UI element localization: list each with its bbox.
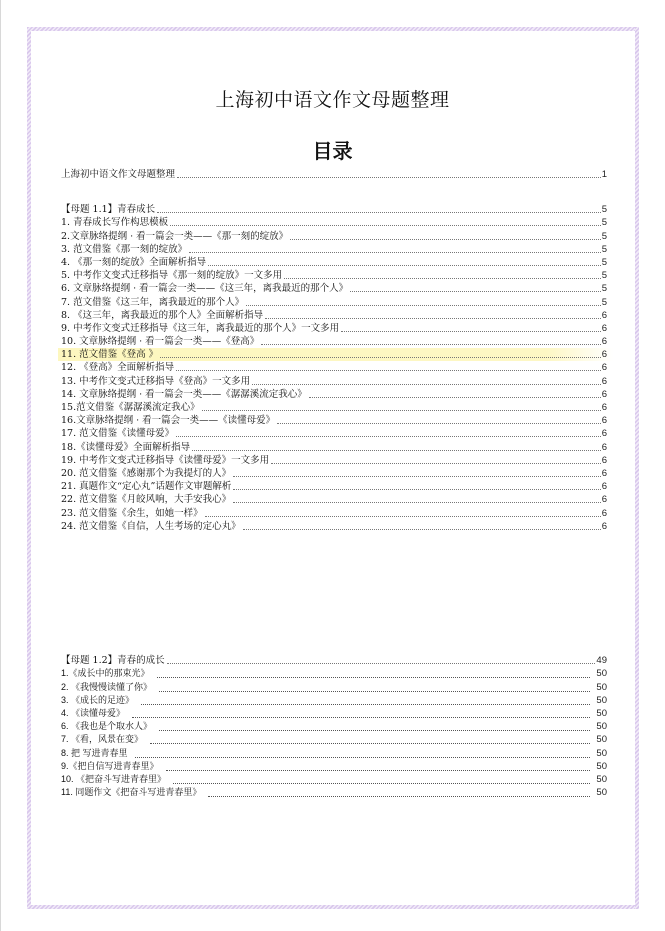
toc-page-number: 6 (601, 481, 607, 493)
dot-leader (173, 780, 590, 784)
dot-leader (246, 302, 601, 306)
toc-entry-label: 20. 范文借鉴《感谢那个为我提灯的人》 (61, 467, 232, 479)
toc-page-number: 6 (601, 467, 607, 479)
dot-leader (233, 486, 600, 490)
toc-page-number: 50 (596, 760, 607, 772)
toc-page-number: 1 (601, 169, 607, 181)
toc-entry[interactable] (61, 361, 607, 374)
dot-leader (135, 754, 591, 758)
toc-entry[interactable] (61, 282, 607, 295)
toc-entry-label: 17. 范文借鉴《读懂母爱》 (61, 428, 175, 440)
toc-page-number: 5 (601, 243, 607, 255)
toc-page-number: 6 (601, 441, 607, 453)
toc-entry-label: 9.《把自信写进青春里》 (61, 760, 159, 771)
toc-entry[interactable] (61, 440, 607, 453)
toc-entry-label: 10. 文章脉络提纲 · 看一篇会一类——《登高》 (61, 336, 260, 348)
toc-entry-label: 11. 范文借鉴《登高 》 (61, 349, 159, 361)
dot-leader (277, 420, 601, 424)
toc-page-number: 5 (601, 270, 607, 282)
dot-leader (284, 275, 601, 279)
toc-entry-label: 1.《成长中的那束光》 (61, 668, 150, 679)
dot-leader (243, 526, 601, 530)
toc-entry[interactable] (61, 454, 607, 467)
dot-leader (170, 222, 601, 226)
toc-entry[interactable] (61, 520, 607, 533)
toc-page-number: 6 (601, 415, 607, 427)
toc-entry-label: 11. 同题作文《把奋斗写进青春里》 (61, 787, 202, 798)
dot-leader (157, 674, 591, 678)
toc-entry[interactable] (61, 773, 607, 786)
dot-leader (141, 701, 590, 705)
dot-leader (189, 249, 601, 253)
toc-page-number: 50 (596, 787, 607, 799)
toc-page-number: 5 (601, 204, 607, 216)
toc-entry-label: 3. 范文借鉴《那一刻的绽放》 (61, 243, 188, 255)
toc-entry-label: 8. 把 写进青春里 (61, 747, 128, 758)
toc-page-number: 6 (601, 375, 607, 387)
toc-entry-label: 2. 《我慢慢读懂了你》 (61, 681, 153, 692)
toc-page-number: 6 (601, 362, 607, 374)
dot-leader (166, 767, 591, 771)
toc-entry[interactable] (61, 746, 607, 759)
toc-entry-label: 上海初中语文作文母题整理 (61, 169, 176, 181)
toc-entry[interactable] (61, 720, 607, 733)
toc-entry[interactable] (61, 480, 607, 493)
toc-entry-label: 6. 文章脉络提纲 · 看一篇会一类——《这三年，离我最近的那个人》 (61, 283, 349, 295)
dot-leader (205, 513, 601, 517)
toc-entry-label: 7. 范文借鉴《这三年，离我最近的那个人》 (61, 296, 245, 308)
toc-page-number: 49 (596, 655, 607, 667)
toc-page-number: 6 (601, 349, 607, 361)
toc-entry[interactable] (61, 414, 607, 427)
toc-page-number: 6 (601, 388, 607, 400)
page-border-top (27, 27, 639, 31)
toc-page-number: 50 (596, 681, 607, 693)
toc-entry[interactable] (61, 335, 607, 348)
toc-page-number: 6 (601, 494, 607, 506)
toc-page-number: 6 (601, 507, 607, 519)
dot-leader (177, 174, 601, 178)
toc-page-number: 50 (596, 707, 607, 719)
dot-leader (265, 315, 601, 319)
dot-leader (159, 688, 590, 692)
toc-entry-label: 22. 范文借鉴《月皎风响，大手安我心》 (61, 494, 232, 506)
toc-page-number: 5 (601, 283, 607, 295)
toc-section-header[interactable] (61, 654, 607, 667)
toc-entry[interactable] (61, 733, 607, 746)
toc-page-number: 5 (601, 230, 607, 242)
dot-leader (350, 288, 601, 292)
toc-entry-label: 21. 真题作文“定心丸”话题作文审题解析 (61, 481, 232, 493)
toc-entry[interactable] (61, 269, 607, 282)
toc-page-number: 50 (596, 668, 607, 680)
toc-entry[interactable] (61, 506, 607, 519)
toc-entry-label: 10. 《把奋斗写进青春里》 (61, 773, 167, 784)
toc-section-1-1 (61, 203, 607, 533)
dot-leader (309, 394, 601, 398)
dot-leader (202, 407, 601, 411)
toc-entry-label: 16.文章脉络提纲 · 看一篇会一类——《读懂母爱》 (61, 415, 276, 427)
dot-leader (261, 341, 601, 345)
toc-entry-label: 15.范文借鉴《潺潺溪流定我心》 (61, 402, 200, 413)
toc-section-header[interactable] (61, 203, 607, 216)
dot-leader (132, 714, 590, 718)
toc-entry[interactable] (61, 401, 607, 414)
toc-page-number: 50 (596, 721, 607, 733)
toc-entry-label: 1. 青春成长写作构思模板 (61, 217, 169, 229)
dot-leader (271, 460, 601, 464)
toc-entry-label: 【母题 1.2】青春的成长 (61, 655, 165, 667)
toc-entry[interactable] (61, 760, 607, 773)
dot-leader (176, 433, 601, 437)
toc-entry-label: 13. 中考作文变式迁移指导《登高》一文多用 (61, 375, 251, 387)
toc-entry[interactable] (61, 216, 607, 229)
toc-page-number: 50 (596, 734, 607, 746)
toc-entry[interactable] (61, 427, 607, 440)
page-border-bottom (27, 905, 639, 909)
dot-leader (233, 473, 601, 477)
toc-entry[interactable] (61, 694, 607, 707)
toc-page-number: 5 (601, 296, 607, 308)
dot-leader (157, 209, 601, 213)
toc-page-number: 6 (601, 322, 607, 334)
toc-entry[interactable] (58, 348, 613, 361)
toc-entry-label: 14. 文章脉络提纲 · 看一篇会一类——《潺潺溪流定我心》 (61, 388, 307, 400)
dot-leader (208, 793, 590, 797)
toc-entry[interactable] (61, 229, 607, 242)
toc-page-number: 50 (596, 773, 607, 785)
toc-section-1-2 (61, 654, 607, 799)
dot-leader (252, 381, 601, 385)
toc-page-number: 6 (601, 309, 607, 321)
toc-entry[interactable] (61, 667, 607, 680)
toc-entry-label: 9. 中考作文变式迁移指导《这三年，离我最近的那个人》一文多用 (61, 322, 340, 334)
toc-entry-label: 23. 范文借鉴《余生，如她一样》 (61, 507, 203, 519)
toc-page-number: 6 (601, 402, 607, 413)
toc-entry[interactable] (61, 256, 607, 269)
toc-page-number: 50 (596, 747, 607, 759)
toc-entry[interactable] (61, 243, 607, 256)
dot-leader (192, 447, 601, 451)
toc-entry[interactable] (61, 786, 607, 799)
dot-leader (233, 499, 601, 503)
toc-entry-label: 3. 《成长的足迹》 (61, 694, 135, 705)
toc-page-number: 5 (601, 217, 607, 229)
toc-entry[interactable] (61, 322, 607, 335)
document-title: 上海初中语文作文母题整理 (215, 89, 450, 111)
toc-entry-label: 4. 《读懂母爱》 (61, 707, 126, 718)
toc-page-number: 6 (601, 520, 607, 532)
toc-entry-label: 2.文章脉络提纲 · 看一篇会一类——《那一刻的绽放》 (61, 230, 289, 242)
toc-entry-label: 4. 《那一刻的绽放》全面解析指导 (61, 256, 207, 268)
toc-top-entry-block (61, 168, 607, 181)
toc-entry[interactable] (61, 309, 607, 322)
dot-leader (176, 367, 601, 371)
toc-entry-label: 7. 《看，风景在变》 (61, 734, 144, 745)
toc-entry-label: 【母题 1.1】青春成长 (61, 204, 156, 216)
toc-entry-label: 6. 《我也是个取水人》 (61, 721, 153, 732)
dot-leader (208, 262, 601, 266)
toc-entry-label: 12. 《登高》全面解析指导 (61, 362, 175, 374)
dot-leader (341, 328, 601, 332)
dot-leader (159, 727, 590, 731)
toc-page-number: 6 (601, 428, 607, 440)
dot-leader (167, 660, 596, 664)
toc-entry[interactable] (61, 388, 607, 401)
toc-heading: 目录 (312, 139, 353, 163)
dot-leader (150, 740, 590, 744)
toc-entry[interactable] (61, 467, 607, 480)
toc-entry[interactable] (61, 707, 607, 720)
toc-entry-label: 24. 范文借鉴《自信，人生考场的定心丸》 (61, 520, 241, 532)
toc-page-number: 6 (601, 336, 607, 348)
toc-entry[interactable] (61, 295, 607, 308)
toc-entry-label: 8. 《这三年，离我最近的那个人》全面解析指导 (61, 309, 264, 321)
toc-entry[interactable] (61, 680, 607, 693)
toc-page-number: 50 (596, 694, 607, 706)
toc-entry-label: 19. 中考作文变式迁移指导《读懂母爱》一文多用 (61, 454, 270, 466)
dot-leader (160, 354, 601, 358)
toc-entry-label: 5. 中考作文变式迁移指导《那一刻的绽放》一文多用 (61, 270, 283, 282)
toc-entry-document-title[interactable] (61, 168, 607, 181)
toc-page-number: 5 (601, 256, 607, 268)
toc-entry[interactable] (61, 493, 607, 506)
toc-entry-label: 18.《读懂母爱》全面解析指导 (61, 441, 191, 453)
dot-leader (290, 236, 601, 240)
toc-entry[interactable] (61, 374, 607, 387)
toc-page-number: 6 (601, 454, 607, 466)
